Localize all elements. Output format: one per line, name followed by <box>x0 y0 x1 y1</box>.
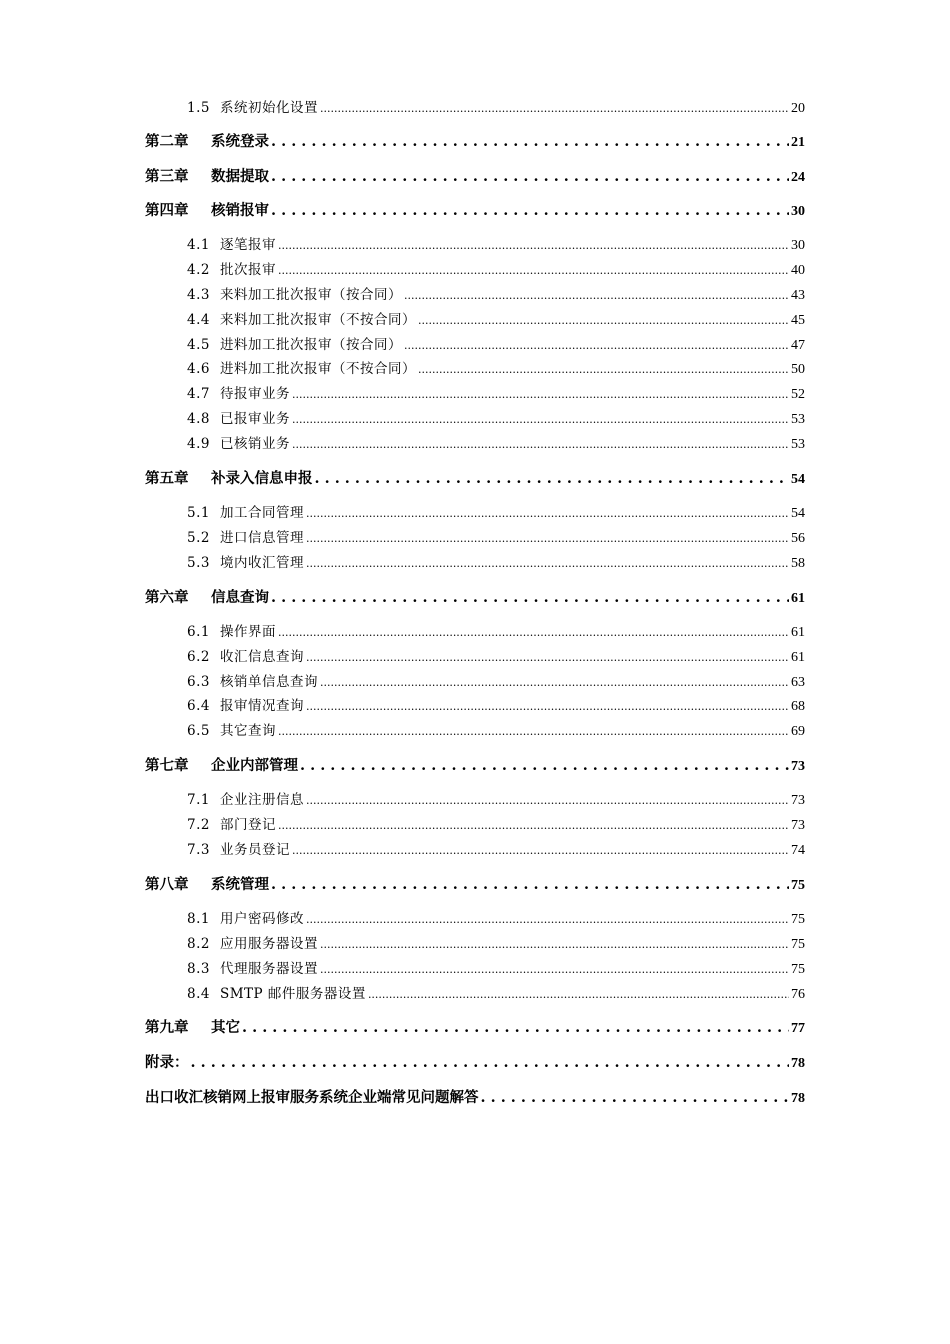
toc-entry[interactable] <box>187 551 805 573</box>
toc-entry-title: 进口信息管理 <box>219 530 304 546</box>
toc-entry-number: 6.1 <box>187 624 210 640</box>
toc-dot-leader <box>315 470 790 487</box>
toc-entry[interactable] <box>187 333 805 355</box>
toc-entry-page: 43 <box>791 288 805 303</box>
toc-entry-title: 已核销业务 <box>219 436 290 452</box>
toc-entry-number: 第九章 <box>145 1019 189 1036</box>
toc-entry-number: 4.6 <box>187 361 210 377</box>
toc-entry-title: 数据提取 <box>211 168 269 185</box>
toc-entry[interactable] <box>187 432 805 454</box>
toc-entry-title: 境内收汇管理 <box>219 555 304 571</box>
toc-entry-title: 来料加工批次报审（不按合同） <box>219 312 416 328</box>
toc-dot-leader <box>271 876 789 893</box>
toc-entry[interactable] <box>187 645 805 667</box>
toc-dot-leader <box>404 339 789 352</box>
toc-dot-leader <box>306 913 789 926</box>
toc-entry-title: 补录入信息申报 <box>211 470 313 487</box>
toc-entry-title: 进料加工批次报审（按合同） <box>219 337 402 353</box>
toc-entry-number: 第五章 <box>145 470 189 487</box>
toc-entry-page: 75 <box>791 937 805 952</box>
toc-dot-leader <box>271 133 789 150</box>
toc-dot-leader <box>271 168 789 185</box>
toc-dot-leader <box>292 438 789 451</box>
toc-entry-title: 已报审业务 <box>219 411 290 427</box>
toc-entry-page: 47 <box>791 338 805 353</box>
toc-entry-title: 待报审业务 <box>219 386 290 402</box>
toc-entry-number: 4.5 <box>187 337 210 353</box>
toc-entry-page: 75 <box>791 912 805 927</box>
toc-entry-number: 4.7 <box>187 386 210 402</box>
toc-entry[interactable] <box>187 982 805 1004</box>
toc-dot-leader <box>368 988 789 1001</box>
toc-entry-number: 第七章 <box>145 757 189 774</box>
toc-entry[interactable] <box>187 670 805 692</box>
toc-entry-page: 77 <box>791 1021 805 1036</box>
toc-dot-leader <box>242 1019 789 1036</box>
toc-entry[interactable] <box>187 957 805 979</box>
toc-dot-leader <box>278 725 789 738</box>
toc-entry[interactable] <box>187 233 805 255</box>
toc-entry[interactable] <box>187 838 805 860</box>
toc-entry-page: 69 <box>791 724 805 739</box>
toc-dot-leader <box>320 963 789 976</box>
toc-entry-page: 75 <box>791 878 805 893</box>
toc-entry-page: 20 <box>791 101 805 116</box>
toc-entry-number: 4.3 <box>187 287 210 303</box>
toc-entry[interactable] <box>145 1016 805 1038</box>
toc-entry-title: 收汇信息查询 <box>219 649 304 665</box>
toc-entry[interactable] <box>187 407 805 429</box>
toc-entry-title: 系统登录 <box>211 133 269 150</box>
toc-entry[interactable] <box>145 1051 805 1073</box>
toc-dot-leader <box>306 557 789 570</box>
toc-entry-title: 逐笔报审 <box>219 237 276 253</box>
toc-dot-leader <box>300 757 789 774</box>
toc-entry-title: 出口收汇核销网上报审服务系统企业端常见问题解答 <box>145 1089 479 1106</box>
toc-dot-leader <box>278 264 789 277</box>
toc-dot-leader <box>404 289 789 302</box>
toc-entry-number: 8.3 <box>187 961 210 977</box>
toc-entry-page: 50 <box>791 362 805 377</box>
toc-entry-title: 报审情况查询 <box>219 698 304 714</box>
toc-entry[interactable] <box>187 96 805 118</box>
toc-dot-leader <box>481 1089 790 1106</box>
toc-entry[interactable] <box>145 754 805 776</box>
toc-dot-leader <box>271 589 789 606</box>
toc-entry[interactable] <box>187 932 805 954</box>
toc-entry[interactable] <box>145 1086 805 1108</box>
toc-entry[interactable] <box>187 526 805 548</box>
toc-entry[interactable] <box>145 467 805 489</box>
toc-entry-number: 7.1 <box>187 792 210 808</box>
toc-entry[interactable] <box>187 719 805 741</box>
toc-entry-title: SMTP 邮件服务器设置 <box>219 986 366 1002</box>
toc-dot-leader <box>320 938 789 951</box>
toc-entry-title: 其它 <box>211 1019 240 1036</box>
toc-entry-title: 代理服务器设置 <box>219 961 318 977</box>
toc-dot-leader <box>292 844 789 857</box>
toc-entry-number: 第六章 <box>145 589 189 606</box>
toc-entry-number: 第三章 <box>145 168 189 185</box>
toc-entry-page: 30 <box>791 204 805 219</box>
toc-entry-number: 第八章 <box>145 876 189 893</box>
toc-entry-number: 5.3 <box>187 555 210 571</box>
toc-entry-number: 6.2 <box>187 649 210 665</box>
toc-entry-number: 第二章 <box>145 133 189 150</box>
toc-entry-number: 5.2 <box>187 530 210 546</box>
toc-entry-number: 4.4 <box>187 312 210 328</box>
toc-entry-number: 4.2 <box>187 262 210 278</box>
toc-entry-title: 附录： <box>145 1054 189 1071</box>
toc-entry-page: 56 <box>791 531 805 546</box>
toc-entry-title: 核销单信息查询 <box>219 674 318 690</box>
toc-entry-title: 部门登记 <box>219 817 276 833</box>
toc-entry-page: 63 <box>791 675 805 690</box>
toc-entry-title: 核销报审 <box>211 202 269 219</box>
toc-dot-leader <box>271 202 789 219</box>
toc-entry-page: 61 <box>791 650 805 665</box>
toc-entry[interactable] <box>187 283 805 305</box>
toc-entry-page: 75 <box>791 962 805 977</box>
toc-entry-title: 业务员登记 <box>219 842 290 858</box>
toc-entry-page: 73 <box>791 759 805 774</box>
toc-dot-leader <box>278 819 789 832</box>
toc-entry-number: 5.1 <box>187 505 210 521</box>
toc-entry-number: 4.8 <box>187 411 210 427</box>
toc-entry[interactable] <box>187 382 805 404</box>
toc-entry-page: 58 <box>791 556 805 571</box>
toc-entry-number: 4.1 <box>187 237 210 253</box>
toc-entry-page: 21 <box>791 135 805 150</box>
toc-entry-number: 1.5 <box>187 100 210 116</box>
toc-entry[interactable] <box>187 620 805 642</box>
toc-entry-title: 加工合同管理 <box>219 505 304 521</box>
toc-entry[interactable] <box>187 501 805 523</box>
toc-entry-page: 53 <box>791 412 805 427</box>
toc-entry-page: 73 <box>791 818 805 833</box>
toc-entry-page: 54 <box>791 472 805 487</box>
toc-entry-title: 企业内部管理 <box>211 757 298 774</box>
toc-entry-title: 用户密码修改 <box>219 911 304 927</box>
toc-entry-page: 53 <box>791 437 805 452</box>
toc-dot-leader <box>320 102 789 115</box>
toc-entry-number: 6.5 <box>187 723 210 739</box>
toc-entry-page: 30 <box>791 238 805 253</box>
toc-entry[interactable] <box>187 907 805 929</box>
toc-entry-number: 第四章 <box>145 202 189 219</box>
toc-entry-page: 54 <box>791 506 805 521</box>
toc-entry-number: 8.1 <box>187 911 210 927</box>
toc-entry-page: 52 <box>791 387 805 402</box>
toc-entry-number: 7.2 <box>187 817 210 833</box>
toc-dot-leader <box>418 363 789 376</box>
toc-entry-page: 61 <box>791 625 805 640</box>
toc-entry[interactable] <box>145 165 805 187</box>
toc-entry-page: 40 <box>791 263 805 278</box>
toc-entry-title: 批次报审 <box>219 262 276 278</box>
toc-entry-number: 8.4 <box>187 986 210 1002</box>
toc-entry-title: 企业注册信息 <box>219 792 304 808</box>
toc-entry-page: 78 <box>791 1056 805 1071</box>
toc-entry-page: 24 <box>791 170 805 185</box>
toc-dot-leader <box>278 626 789 639</box>
toc-entry-title: 应用服务器设置 <box>219 936 318 952</box>
toc-entry[interactable] <box>187 258 805 280</box>
toc-dot-leader <box>320 676 789 689</box>
toc-dot-leader <box>292 413 789 426</box>
toc-entry[interactable] <box>187 308 805 330</box>
toc-entry[interactable] <box>145 873 805 895</box>
toc-dot-leader <box>306 794 789 807</box>
toc-entry-number: 6.4 <box>187 698 210 714</box>
toc-dot-leader <box>306 532 789 545</box>
toc-entry-page: 73 <box>791 793 805 808</box>
toc-entry-title: 信息查询 <box>211 589 269 606</box>
toc-dot-leader <box>306 700 789 713</box>
toc-entry-page: 61 <box>791 591 805 606</box>
toc-entry[interactable] <box>145 199 805 221</box>
toc-entry[interactable] <box>145 130 805 152</box>
toc-entry-page: 76 <box>791 987 805 1002</box>
toc-dot-leader <box>418 314 789 327</box>
toc-dot-leader <box>292 388 789 401</box>
toc-entry-number: 8.2 <box>187 936 210 952</box>
toc-entry-number: 6.3 <box>187 674 210 690</box>
toc-dot-leader <box>278 239 789 252</box>
toc-entry-title: 系统初始化设置 <box>219 100 318 116</box>
toc-entry[interactable] <box>145 586 805 608</box>
toc-entry[interactable] <box>187 357 805 379</box>
toc-dot-leader <box>306 651 789 664</box>
toc-dot-leader <box>306 507 789 520</box>
toc-entry-title: 系统管理 <box>211 876 269 893</box>
toc-entry-page: 74 <box>791 843 805 858</box>
toc-entry-number: 4.9 <box>187 436 210 452</box>
toc-entry-number: 7.3 <box>187 842 210 858</box>
toc-dot-leader <box>191 1054 790 1071</box>
toc-entry-page: 78 <box>791 1091 805 1106</box>
toc-entry[interactable] <box>187 694 805 716</box>
toc-entry[interactable] <box>187 788 805 810</box>
toc-entry-title: 其它查询 <box>219 723 276 739</box>
toc-entry-title: 操作界面 <box>219 624 276 640</box>
toc-entry[interactable] <box>187 813 805 835</box>
toc-entry-page: 68 <box>791 699 805 714</box>
toc-entry-title: 来料加工批次报审（按合同） <box>219 287 402 303</box>
toc-entry-page: 45 <box>791 313 805 328</box>
toc-entry-title: 进料加工批次报审（不按合同） <box>219 361 416 377</box>
